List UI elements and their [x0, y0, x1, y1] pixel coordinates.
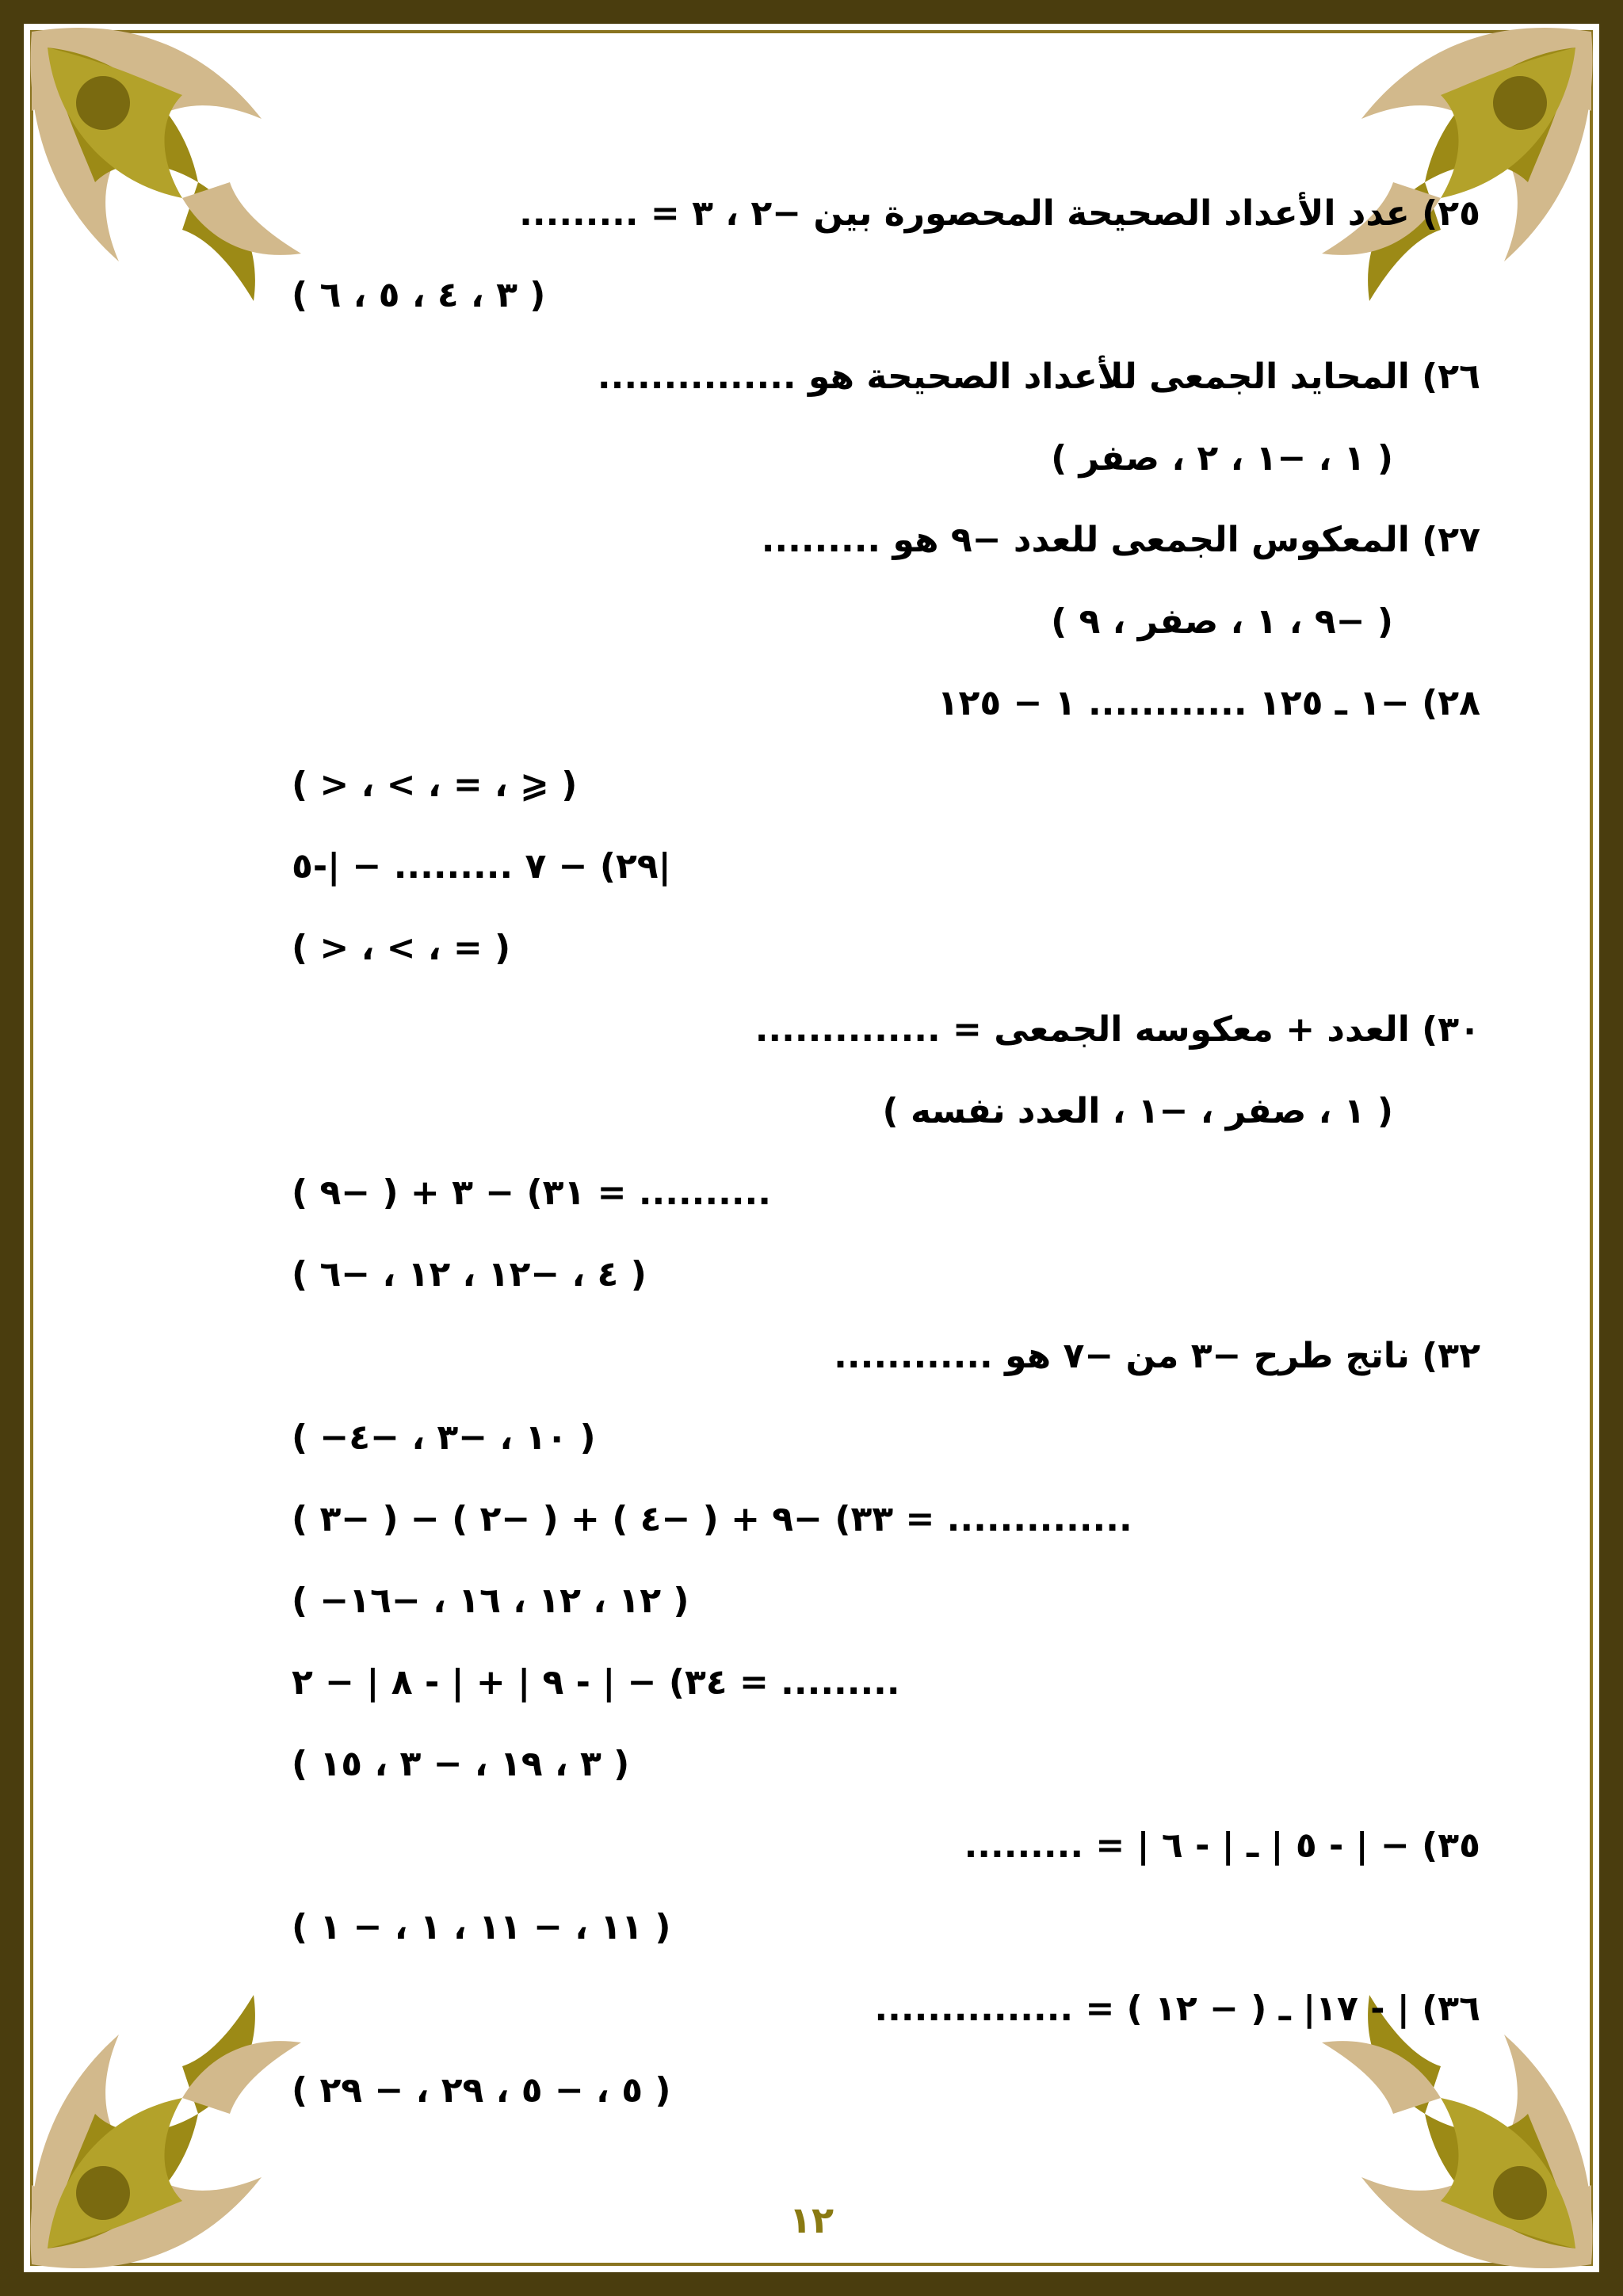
corner-ornament-top-left: [0, 0, 341, 341]
corner-ornament-bottom-left: [0, 1955, 341, 2296]
options-33: ( −١٢ ، ١٢ ، ١٦ ، −١٦ ): [292, 1581, 689, 1621]
options-27: ( −٩ ، ١ ، صفر ، ٩ ): [1051, 601, 1393, 642]
options-30: ( ١ ، صفر ، −١ ، العدد نفسه ): [882, 1091, 1393, 1131]
options-29: ( > ، < ، = ): [292, 928, 511, 968]
options-28: ( > ، < ، = ، ⩾ ): [292, 765, 578, 805]
question-36: ٣٦) | - ١٧| ـ ( − ١٢ ) = ...............: [874, 1989, 1480, 2029]
question-32: ٣٢) ناتج طرح −٣ من −٧ هو ............: [834, 1336, 1480, 1376]
options-31: ( ٤ ، −١٢ ، ١٢ ، −٦ ): [292, 1254, 647, 1295]
questions-list: [292, 173, 1480, 2131]
question-25: ٢٥) عدد الأعداد الصحيحة المحصورة بين −٢ ، ٣ = .........: [519, 193, 1480, 234]
options-25: ( ٣ ، ٤ ، ٥ ، ٦ ): [292, 275, 546, 315]
question-30: ٣٠) العدد + معكوسه الجمعى = ..............: [754, 1009, 1480, 1050]
page-number: ١٢: [789, 2199, 834, 2241]
options-34: ( ٣ ، ١٩ ، − ٣ ، ١٥ ): [292, 1744, 630, 1784]
options-26: ( ١ ، −١ ، ٢ ، صفر ): [1051, 438, 1393, 479]
options-35: ( ١١ ، − ١١ ، ١ ، − ١ ): [292, 1907, 671, 1947]
question-28: ٢٨) −١ ـ ١٢٥ ............ ١ − ١٢٥: [937, 683, 1480, 723]
options-32: ( −١٠ ، −٣ ، −٤ ): [292, 1417, 596, 1458]
question-29: ٢٩) − ٧ ......... − |-٥|: [292, 846, 671, 887]
question-35: ٣٥) − | - ٥ | ـ | - ٦ | = .........: [964, 1825, 1480, 1866]
question-31: ٣١) − ٣ + ( −٩ ) = ..........: [292, 1173, 771, 1213]
question-34: ٣٤) − | - ٩ | + | - ٨ | − ٢ = .........: [292, 1662, 900, 1703]
question-26: ٢٦) المحايد الجمعى للأعداد الصحيحة هو ...............: [597, 357, 1480, 397]
question-33: ٣٣) −٩ + ( −٤ ) + ( −٢ ) − ( −٣ ) = ..............: [292, 1499, 1132, 1539]
options-36: ( ٥ ، − ٥ ، ٢٩ ، − ٢٩ ): [292, 2070, 671, 2111]
question-27: ٢٧) المعكوس الجمعى للعدد −٩ هو .........: [761, 520, 1480, 560]
